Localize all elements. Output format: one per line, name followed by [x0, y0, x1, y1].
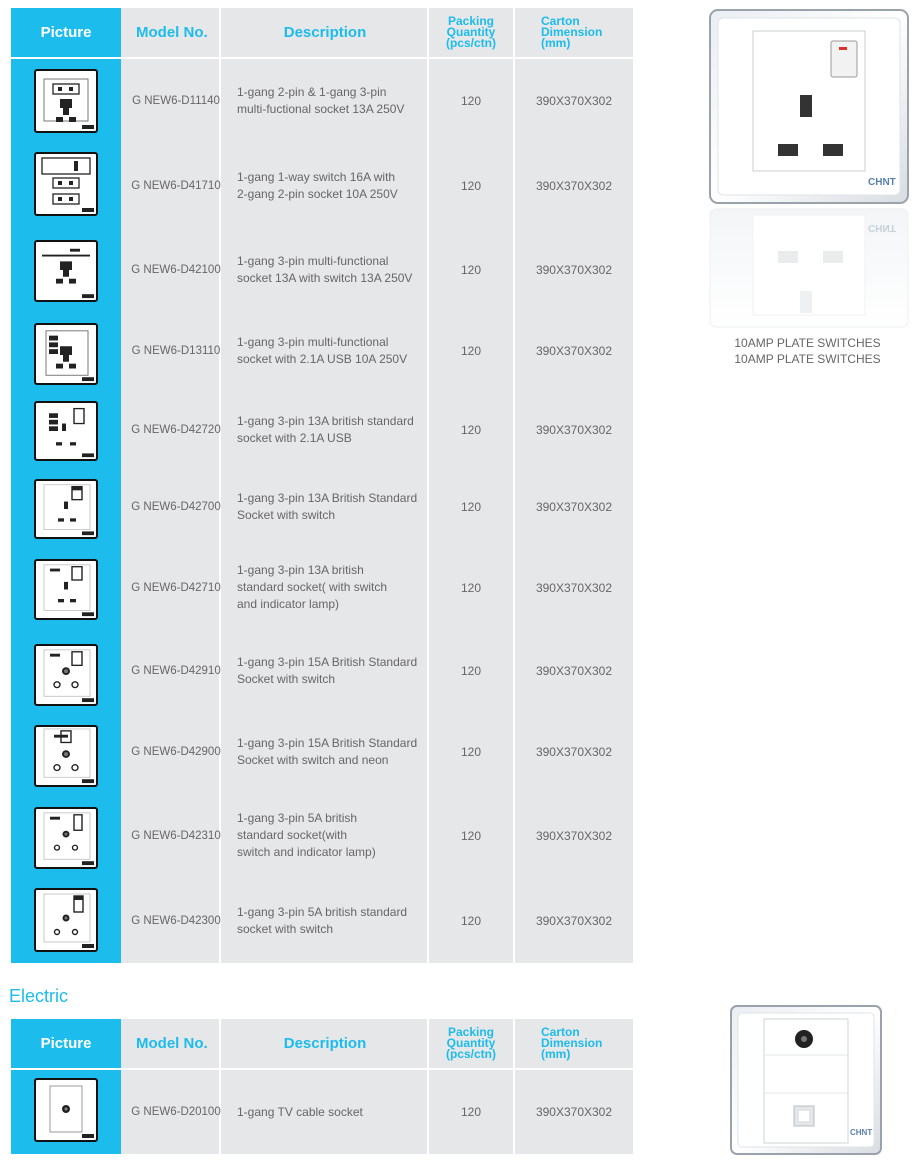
packing-quantity: 120 [460, 580, 482, 595]
carton-dimension: 390X370X302 [535, 178, 613, 193]
packing-quantity: 120 [460, 422, 482, 437]
packing-quantity: 120 [460, 94, 482, 108]
packing-quantity: 120 [460, 663, 482, 678]
table-row [11, 545, 633, 630]
description: 1-gang 3-pin 15A British Standard Socket with switch [237, 654, 418, 686]
product-caption: 10AMP PLATE SWITCHES [734, 336, 881, 350]
description: 1-gang 2-pin & 1-gang 3-pin multi-fuctional socket 13A 250V [237, 85, 405, 116]
table-row [11, 878, 633, 963]
model-number: G NEW6-D42700 [131, 501, 221, 513]
round-5a-lamp-socket-icon [34, 807, 98, 869]
packing-quantity: 120 [460, 344, 482, 358]
british-13a-switched-socket-icon [34, 479, 98, 539]
british-13a-lamp-socket-icon [34, 559, 98, 620]
carton-dimension: 390X370X302 [535, 580, 613, 595]
description: 1-gang 1-way switch 16A with 2-gang 2-pin socket 10A 250V [237, 169, 398, 201]
header-description: Description [283, 24, 367, 41]
table-row [11, 793, 633, 878]
table-row [11, 143, 633, 228]
usb-universal-socket-icon [34, 323, 98, 385]
round-5a-switched-socket-icon [34, 888, 98, 952]
header-picture: Picture [40, 24, 92, 41]
header-carton: Carton Dimension (mm) [541, 1025, 603, 1061]
product-caption: 10AMP PLATE SWITCHES [734, 352, 881, 366]
model-number: G NEW6-D42720 [131, 423, 221, 436]
model-number: G NEW6-D42310 [131, 829, 221, 842]
description: 1-gang 3-pin 13A British Standard Socket with switch [237, 491, 418, 522]
carton-dimension: 390X370X302 [535, 828, 613, 843]
model-number: G NEW6-D42100 [131, 264, 221, 276]
tv-socket-icon [34, 1078, 98, 1142]
table-row [11, 469, 633, 545]
packing-quantity: 120 [460, 828, 482, 843]
description: 1-gang 3-pin multi-functional socket with 2.1A USB 10A 250V [237, 335, 408, 366]
header-picture: Picture [40, 1035, 92, 1052]
universal-socket-icon [34, 69, 98, 133]
table-row [11, 59, 633, 143]
header-model: Model No. [136, 1035, 208, 1052]
table-row [11, 1070, 633, 1154]
round-15a-switched-socket-icon [34, 644, 98, 706]
packing-quantity: 120 [460, 913, 482, 928]
description: 1-gang 3-pin 13A british standard socket with 2.1A USB [237, 413, 414, 445]
carton-dimension: 390X370X302 [535, 663, 613, 678]
packing-quantity: 120 [460, 745, 482, 759]
header-packing: Packing Quantity (pcs/ctn) [445, 1025, 496, 1061]
description: 1-gang 3-pin 5A british standard socket with switch [237, 904, 408, 936]
table-row [11, 390, 633, 469]
header-packing: Packing Quantity (pcs/ctn) [445, 14, 496, 50]
carton-dimension: 390X370X302 [535, 94, 613, 108]
switched-universal-socket-icon [34, 240, 98, 302]
model-number: G NEW6-D42710 [131, 581, 221, 594]
product-photo-british-socket [709, 9, 909, 329]
carton-dimension: 390X370X302 [535, 422, 613, 437]
packing-quantity: 120 [460, 500, 482, 514]
model-number: G NEW6-D42910 [131, 664, 221, 677]
model-number: G NEW6-D20100 [131, 1106, 221, 1118]
model-number: G NEW6-D41710 [131, 179, 221, 192]
model-number: G NEW6-D42300 [131, 914, 221, 927]
description: 1-gang 3-pin 13A british standard socket( with switch and indicator lamp) [237, 563, 388, 611]
brand-logo-reflection: CHNT [868, 222, 896, 233]
packing-quantity: 120 [460, 178, 482, 193]
carton-dimension: 390X370X302 [535, 745, 613, 759]
carton-dimension: 390X370X302 [535, 913, 613, 928]
section-title: Electric [9, 986, 69, 1006]
table-row [11, 228, 633, 312]
carton-dimension: 390X370X302 [535, 500, 613, 514]
table-row [11, 711, 633, 793]
table-header [11, 1019, 633, 1068]
table-row [11, 312, 633, 390]
description: 1-gang TV cable socket [237, 1104, 363, 1119]
table-row [11, 630, 633, 711]
brand-logo: CHNT [868, 177, 896, 188]
brand-logo: CHNT [850, 1128, 873, 1137]
packing-quantity: 120 [460, 1105, 482, 1119]
description: 1-gang 3-pin multi-functional socket 13A with switch 13A 250V [237, 254, 413, 285]
model-number: G NEW6-D11140 [132, 95, 220, 107]
model-number: G NEW6-D42900 [131, 746, 221, 758]
table-header [11, 8, 633, 57]
carton-dimension: 390X370X302 [535, 263, 613, 277]
product-photo-tv-socket [730, 1005, 882, 1155]
header-description: Description [283, 1035, 367, 1052]
description: 1-gang 3-pin 5A british standard socket(with switch and indicator lamp) [237, 811, 376, 859]
round-15a-neon-socket-icon [34, 725, 98, 787]
carton-dimension: 390X370X302 [535, 344, 613, 358]
header-model: Model No. [136, 24, 208, 41]
carton-dimension: 390X370X302 [535, 1105, 613, 1119]
model-number: G NEW6-D13110 [131, 345, 221, 357]
product-table [11, 8, 633, 963]
product-table [11, 1019, 633, 1154]
description: 1-gang 3-pin 15A British Standard Socket with switch and neon [237, 736, 418, 767]
header-carton: Carton Dimension (mm) [541, 14, 603, 50]
packing-quantity: 120 [460, 263, 482, 277]
switch-2-pin-socket-icon [34, 152, 98, 216]
usb-british-socket-icon [34, 401, 98, 461]
